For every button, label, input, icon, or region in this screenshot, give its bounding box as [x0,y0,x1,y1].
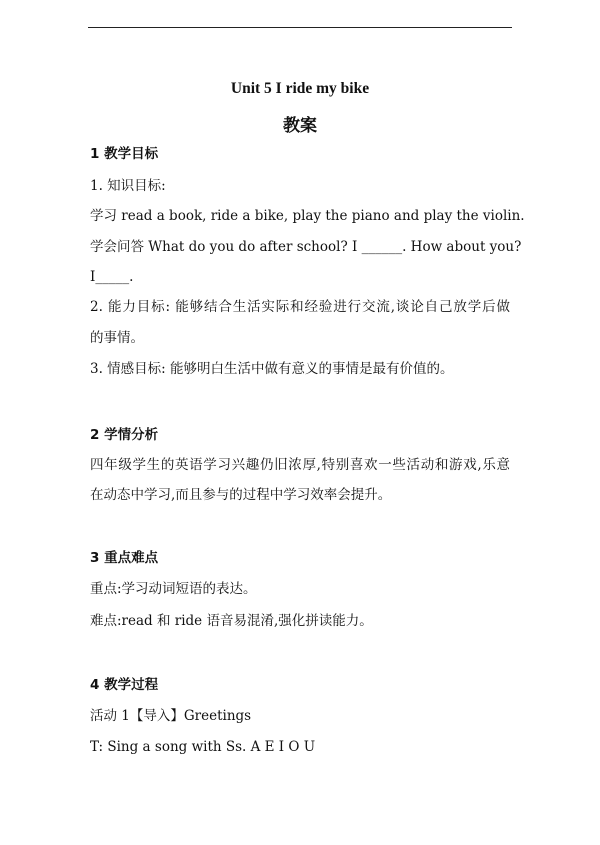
objective2-line2: 的事情。 [90,330,144,346]
section1-heading: 1 教学目标 [90,146,159,162]
objective2-line1: 2. 能力目标: 能够结合生活实际和经验进行交流,谈论自己放学后做 [90,299,510,315]
section4-line1: 活动 1【导入】Greetings [90,708,252,724]
document-subtitle: 教案 [283,116,317,136]
section3-line1: 重点:学习动词短语的表达。 [90,581,257,597]
section4-heading: 4 教学过程 [90,677,159,693]
objective1-line2: 学会问答 What do you do after school? I ______. How about you? [90,239,522,255]
header-rule [88,27,512,28]
objective3-line1: 3. 情感目标: 能够明白生活中做有意义的事情是最有价值的。 [90,361,454,377]
section2-heading: 2 学情分析 [90,427,159,443]
section2-line1: 四年级学生的英语学习兴趣仍旧浓厚,特别喜欢一些活动和游戏,乐意 [90,457,510,473]
section3-line2: 难点:read 和 ride 语音易混淆,强化拼读能力。 [90,613,373,629]
objective1-line3: I_____. [90,269,134,285]
objective1-line1: 学习 read a book, ride a bike, play the piano and play the violin. [90,208,525,224]
document-title: Unit 5 I ride my bike [230,80,370,97]
section3-heading: 3 重点难点 [90,550,159,566]
objective1-label: 1. 知识目标: [90,178,166,194]
section2-line2: 在动态中学习,而且参与的过程中学习效率会提升。 [90,487,392,503]
section4-line2: T: Sing a song with Ss. A E I O U [90,739,316,755]
